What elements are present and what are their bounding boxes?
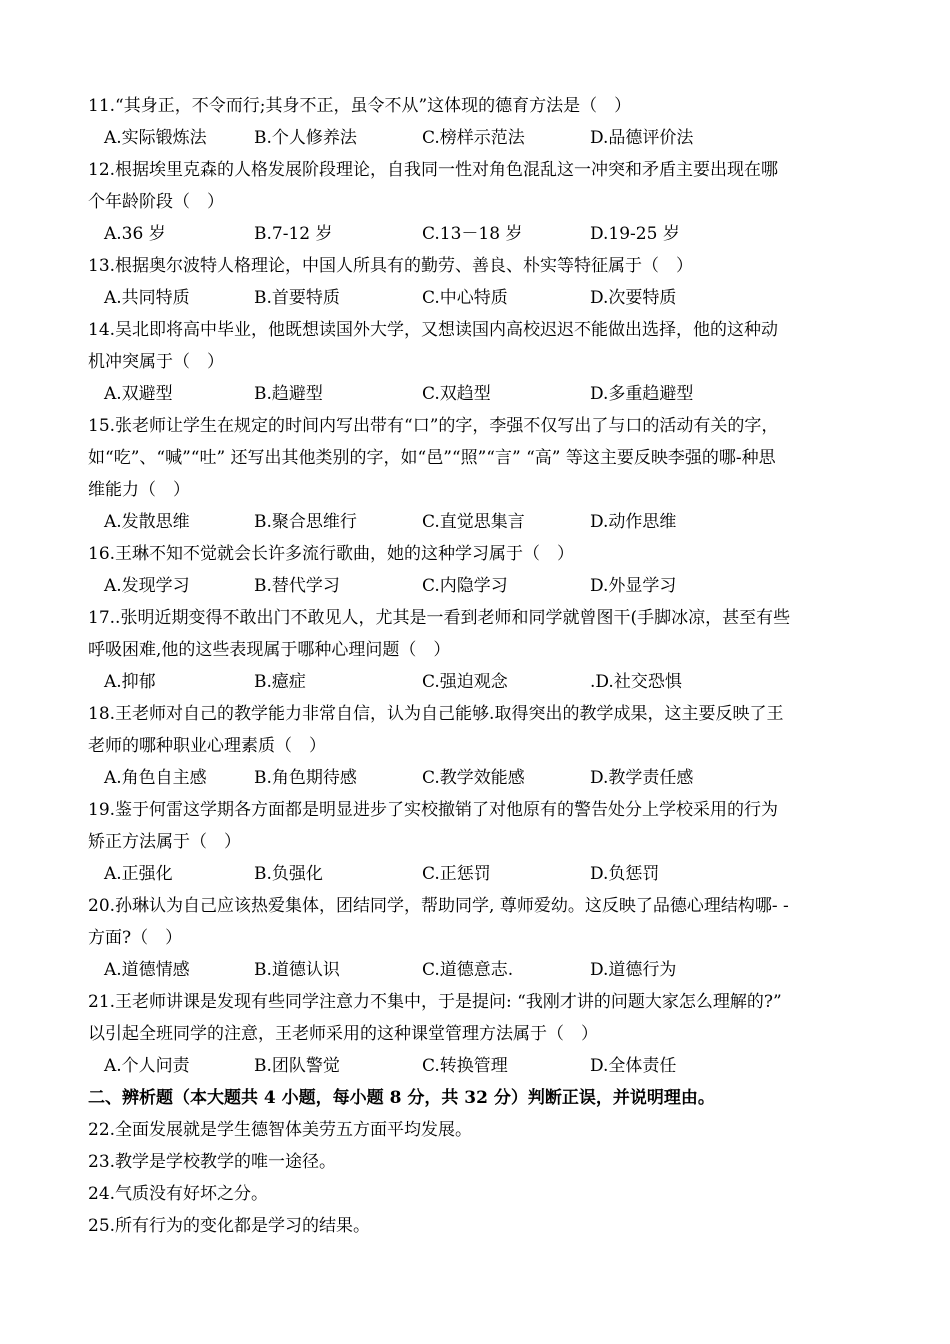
option-d: D.动作思维 bbox=[590, 512, 677, 532]
option-b: B.聚合思维行 bbox=[254, 512, 357, 532]
question-20 bbox=[88, 890, 878, 986]
question-text: 矫正方法属于（ ） bbox=[88, 832, 241, 852]
option-b: B.7-12 岁 bbox=[254, 224, 333, 244]
option-d: D.负惩罚 bbox=[590, 864, 660, 884]
option-d: D.次要特质 bbox=[590, 288, 677, 308]
option-a: A.道德情感 bbox=[104, 960, 190, 980]
option-c: C.13－18 岁 bbox=[422, 224, 523, 244]
option-d: D.外显学习 bbox=[590, 576, 677, 596]
question-text: 呼吸困难,他的这些表现属于哪种心理问题（ ） bbox=[88, 640, 451, 660]
option-a: A.角色自主感 bbox=[104, 768, 207, 788]
option-b: B.负强化 bbox=[254, 864, 323, 884]
question-text: 17..张明近期变得不敢出门不敢见人，尤其是一看到老师和同学就曾图干(手脚冰凉，甚至有些 bbox=[88, 608, 791, 628]
option-c: C.双趋型 bbox=[422, 384, 491, 404]
question-text: 以引起全班同学的注意，王老师采用的这种课堂管理方法属于（ ） bbox=[88, 1024, 598, 1044]
question-22: 22.全面发展就是学生德智体美劳五方面平均发展。 bbox=[88, 1120, 473, 1140]
question-23: 23.教学是学校教学的唯一途径。 bbox=[88, 1152, 337, 1172]
exam-content bbox=[88, 90, 878, 1242]
option-d: D.品德评价法 bbox=[590, 128, 694, 148]
question-options bbox=[88, 218, 878, 250]
question-19 bbox=[88, 794, 878, 890]
question-options bbox=[88, 858, 878, 890]
option-d: D.道德行为 bbox=[590, 960, 677, 980]
option-b: B.角色期待感 bbox=[254, 768, 357, 788]
question-text: 16.王琳不知不觉就会长许多流行歌曲，她的这种学习属于（ ） bbox=[88, 544, 575, 564]
question-text: 15.张老师让学生在规定的时间内写出带有“口”的字，李强不仅写出了与口的活动有关的字， bbox=[88, 416, 779, 436]
option-b: B.道德认识 bbox=[254, 960, 340, 980]
option-c: C.教学效能感 bbox=[422, 768, 525, 788]
option-c: C.中心特质 bbox=[422, 288, 508, 308]
option-d: .D.社交恐惧 bbox=[590, 672, 682, 692]
option-c: C.内隐学习 bbox=[422, 576, 508, 596]
question-11 bbox=[88, 90, 878, 154]
option-d: D.19-25 岁 bbox=[590, 224, 680, 244]
question-15 bbox=[88, 410, 878, 538]
question-text: 19.鉴于何雷这学期各方面都是明显进步了实校撤销了对他原有的警告处分上学校采用的行为 bbox=[88, 800, 779, 820]
option-c: C.榜样示范法 bbox=[422, 128, 525, 148]
option-a: A.双避型 bbox=[104, 384, 173, 404]
option-a: A.发散思维 bbox=[104, 512, 190, 532]
section-2 bbox=[88, 1082, 878, 1242]
option-c: C.道德意志. bbox=[422, 960, 514, 980]
option-d: D.教学责任感 bbox=[590, 768, 694, 788]
question-options bbox=[88, 378, 878, 410]
question-12 bbox=[88, 154, 878, 250]
option-c: C.转换管理 bbox=[422, 1056, 508, 1076]
question-text: 20.孙琳认为自己应该热爱集体，团结同学，帮助同学, 尊师爱幼。这反映了品德心理结构哪- - bbox=[88, 896, 789, 916]
option-a: A.共同特质 bbox=[104, 288, 190, 308]
question-options bbox=[88, 282, 878, 314]
option-d: D.全体责任 bbox=[590, 1056, 677, 1076]
question-text: 老师的哪种职业心理素质（ ） bbox=[88, 736, 326, 756]
option-b: B.团队警觉 bbox=[254, 1056, 340, 1076]
question-options bbox=[88, 666, 878, 698]
question-21 bbox=[88, 986, 878, 1082]
question-options bbox=[88, 506, 878, 538]
option-a: A.正强化 bbox=[104, 864, 173, 884]
question-25: 25.所有行为的变化都是学习的结果。 bbox=[88, 1216, 371, 1236]
question-text: 维能力（ ） bbox=[88, 480, 190, 500]
question-13 bbox=[88, 250, 878, 314]
question-text: 13.根据奥尔波特人格理论，中国人所具有的勤劳、善良、朴实等特征属于（ ） bbox=[88, 256, 694, 276]
question-24: 24.气质没有好坏之分。 bbox=[88, 1184, 269, 1204]
question-text: 11.“其身正，不令而行;其身不正，虽令不从”这体现的德育方法是（ ） bbox=[88, 96, 632, 116]
question-16 bbox=[88, 538, 878, 602]
question-17 bbox=[88, 602, 878, 698]
option-a: A.抑郁 bbox=[104, 672, 156, 692]
question-text: 12.根据埃里克森的人格发展阶段理论，自我同一性对角色混乱这一冲突和矛盾主要出现在哪 bbox=[88, 160, 779, 180]
option-c: C.强迫观念 bbox=[422, 672, 508, 692]
option-b: B.个人修养法 bbox=[254, 128, 357, 148]
question-text: 个年龄阶段（ ） bbox=[88, 192, 224, 212]
question-text: 机冲突属于（ ） bbox=[88, 352, 224, 372]
option-c: C.直觉思集言 bbox=[422, 512, 525, 532]
question-options bbox=[88, 762, 878, 794]
question-options bbox=[88, 954, 878, 986]
question-text: 21.王老师讲课是发现有些同学注意力不集中，于是提问: “我刚才讲的问题大家怎么理解的?” bbox=[88, 992, 782, 1012]
question-text: 如“吃”、“喊”“吐” 还写出其他类别的字，如“邑”“照”“言” “高” 等这主要反映李强的哪-种思 bbox=[88, 448, 776, 468]
option-d: D.多重趋避型 bbox=[590, 384, 694, 404]
question-options bbox=[88, 570, 878, 602]
section-heading: 二、辨析题（本大题共 4 小题，每小题 8 分，共 32 分）判断正误，并说明理由。 bbox=[88, 1088, 715, 1108]
option-c: C.正惩罚 bbox=[422, 864, 491, 884]
option-a: A.36 岁 bbox=[104, 224, 166, 244]
option-a: A.发现学习 bbox=[104, 576, 190, 596]
question-text: 14.吴北即将高中毕业，他既想读国外大学，又想读国内高校迟迟不能做出选择，他的这种动 bbox=[88, 320, 779, 340]
option-b: B.癔症 bbox=[254, 672, 306, 692]
question-text: 方面?（ ） bbox=[88, 928, 183, 948]
option-a: A.实际锻炼法 bbox=[104, 128, 207, 148]
option-b: B.首要特质 bbox=[254, 288, 340, 308]
option-b: B.替代学习 bbox=[254, 576, 340, 596]
question-18 bbox=[88, 698, 878, 794]
option-b: B.趋避型 bbox=[254, 384, 323, 404]
question-text: 18.王老师对自己的教学能力非常自信，认为自己能够.取得突出的教学成果，这主要反映了王 bbox=[88, 704, 784, 724]
question-options bbox=[88, 122, 878, 154]
question-14 bbox=[88, 314, 878, 410]
option-a: A.个人问责 bbox=[104, 1056, 190, 1076]
question-options bbox=[88, 1050, 878, 1082]
